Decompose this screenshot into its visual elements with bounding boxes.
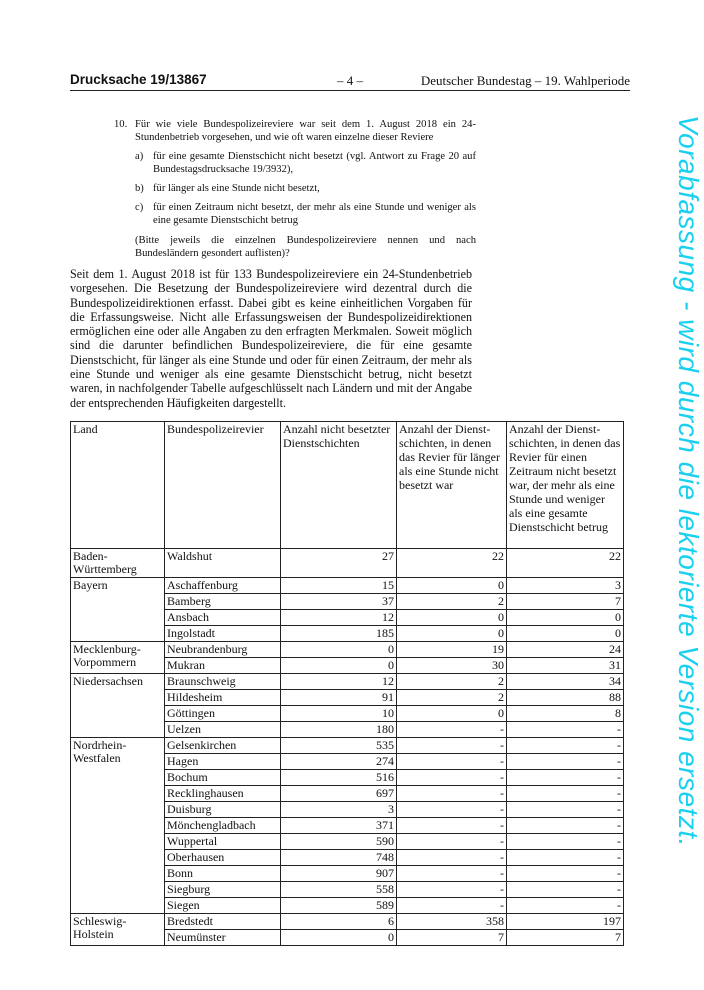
cell-shifts-unstaffed: 589 <box>281 898 397 914</box>
cell-revier: Gelsenkirchen <box>165 738 281 754</box>
cell-revier: Siegen <box>165 898 281 914</box>
cell-over-one-hour: 7 <box>397 930 507 946</box>
question-item-c <box>114 201 476 227</box>
cell-revier: Waldshut <box>165 549 281 578</box>
table-row <box>71 674 624 690</box>
cell-partial-shift: - <box>507 754 624 770</box>
cell-over-one-hour: - <box>397 722 507 738</box>
cell-revier: Hildesheim <box>165 690 281 706</box>
cell-over-one-hour: - <box>397 770 507 786</box>
cell-partial-shift: - <box>507 850 624 866</box>
cell-partial-shift: 7 <box>507 594 624 610</box>
table-row <box>71 578 624 594</box>
cell-shifts-unstaffed: 185 <box>281 626 397 642</box>
cell-over-one-hour: - <box>397 850 507 866</box>
cell-revier: Neumünster <box>165 930 281 946</box>
cell-shifts-unstaffed: 3 <box>281 802 397 818</box>
cell-shifts-unstaffed: 535 <box>281 738 397 754</box>
cell-partial-shift: - <box>507 818 624 834</box>
cell-shifts-unstaffed: 27 <box>281 549 397 578</box>
cell-shifts-unstaffed: 697 <box>281 786 397 802</box>
cell-revier: Mukran <box>165 658 281 674</box>
table-row <box>71 549 624 578</box>
question-text: Für wie viele Bundespolizeireviere war seit dem 1. August 2018 ein 24-Stundenbetrieb vorgesehen, und wie oft waren einzelne dieser Reviere <box>135 119 476 143</box>
cell-revier: Bochum <box>165 770 281 786</box>
cell-partial-shift: 0 <box>507 610 624 626</box>
cell-revier: Wuppertal <box>165 834 281 850</box>
cell-partial-shift: 24 <box>507 642 624 658</box>
cell-revier: Duisburg <box>165 802 281 818</box>
cell-partial-shift: - <box>507 898 624 914</box>
cell-partial-shift: 8 <box>507 706 624 722</box>
cell-land: Niedersachsen <box>71 674 165 738</box>
cell-revier: Aschaffenburg <box>165 578 281 594</box>
cell-shifts-unstaffed: 590 <box>281 834 397 850</box>
cell-revier: Mönchengladbach <box>165 818 281 834</box>
cell-over-one-hour: - <box>397 738 507 754</box>
table-header-row <box>71 422 624 549</box>
cell-over-one-hour: 0 <box>397 578 507 594</box>
cell-over-one-hour: 2 <box>397 594 507 610</box>
cell-over-one-hour: 0 <box>397 706 507 722</box>
question-item-b <box>114 182 476 195</box>
cell-land: Bayern <box>71 578 165 642</box>
cell-revier: Oberhausen <box>165 850 281 866</box>
cell-shifts-unstaffed: 0 <box>281 642 397 658</box>
cell-shifts-unstaffed: 6 <box>281 914 397 930</box>
col-header-over-one-hour: Anzahl der Dienstschichten, in denen das Revier für länger als eine Stunde nicht besetzt war <box>397 422 507 549</box>
question-item-text: für länger als eine Stunde nicht besetzt, <box>153 183 320 194</box>
cell-partial-shift: - <box>507 802 624 818</box>
parliament-label: Deutscher Bundestag – 19. Wahlperiode <box>420 73 630 88</box>
cell-over-one-hour: - <box>397 786 507 802</box>
cell-shifts-unstaffed: 91 <box>281 690 397 706</box>
cell-shifts-unstaffed: 0 <box>281 930 397 946</box>
question-item-label: c) <box>135 202 144 213</box>
cell-shifts-unstaffed: 180 <box>281 722 397 738</box>
cell-over-one-hour: 358 <box>397 914 507 930</box>
cell-shifts-unstaffed: 15 <box>281 578 397 594</box>
table-row <box>71 642 624 658</box>
question-number: 10. <box>114 119 128 130</box>
col-header-revier: Bundespolizeirevier <box>165 422 281 549</box>
cell-revier: Bredstedt <box>165 914 281 930</box>
cell-over-one-hour: - <box>397 802 507 818</box>
question-block <box>114 118 476 260</box>
cell-over-one-hour: - <box>397 882 507 898</box>
doc-number-a: 19/ <box>150 72 170 87</box>
cell-over-one-hour: - <box>397 834 507 850</box>
cell-partial-shift: 197 <box>507 914 624 930</box>
cell-partial-shift: - <box>507 770 624 786</box>
cell-land: Baden-Württemberg <box>71 549 165 578</box>
cell-over-one-hour: - <box>397 866 507 882</box>
col-header-partial-shift: Anzahl der Dienstschichten, in denen das Revier für einen Zeitraum nicht besetzt war, der mehr als eine Stunde und weniger als eine gesamte Dienstschicht betrug <box>507 422 624 549</box>
question-item-a <box>114 150 476 176</box>
page-header <box>70 72 630 91</box>
cell-partial-shift: 34 <box>507 674 624 690</box>
table-body <box>71 549 624 946</box>
revier-table <box>70 421 624 946</box>
cell-over-one-hour: 22 <box>397 549 507 578</box>
table-row <box>71 914 624 930</box>
table-row <box>71 738 624 754</box>
cell-partial-shift: 0 <box>507 626 624 642</box>
cell-partial-shift: 7 <box>507 930 624 946</box>
cell-shifts-unstaffed: 748 <box>281 850 397 866</box>
cell-revier: Neubrandenburg <box>165 642 281 658</box>
cell-shifts-unstaffed: 558 <box>281 882 397 898</box>
cell-partial-shift: - <box>507 866 624 882</box>
cell-over-one-hour: 19 <box>397 642 507 658</box>
cell-revier: Recklinghausen <box>165 786 281 802</box>
cell-revier: Ansbach <box>165 610 281 626</box>
cell-land: Mecklenburg-Vorpommern <box>71 642 165 674</box>
cell-partial-shift: - <box>507 722 624 738</box>
cell-shifts-unstaffed: 371 <box>281 818 397 834</box>
cell-shifts-unstaffed: 10 <box>281 706 397 722</box>
col-header-land: Land <box>71 422 165 549</box>
cell-revier: Hagen <box>165 754 281 770</box>
doc-prefix: Drucksache <box>70 72 151 87</box>
cell-partial-shift: - <box>507 882 624 898</box>
question-main <box>114 118 476 144</box>
cell-partial-shift: - <box>507 738 624 754</box>
question-item-text: für einen Zeitraum nicht besetzt, der mehr als eine Stunde und weniger als eine gesamte Dienstschicht betrug <box>153 202 476 226</box>
cell-over-one-hour: - <box>397 898 507 914</box>
question-item-label: a) <box>135 151 144 162</box>
cell-land: Nordrhein-Westfalen <box>71 738 165 914</box>
cell-over-one-hour: - <box>397 818 507 834</box>
draft-watermark: Vorabfassung - wird durch die lektorierte Version ersetzt. <box>673 115 704 847</box>
cell-shifts-unstaffed: 12 <box>281 610 397 626</box>
answer-text: Seit dem 1. August 2018 ist für 133 Bundespolizeireviere ein 24-Stundenbetrieb vorgesehen. Die Besetzung der Bundespolizeireviere wird dezentral durch die Bundespolizeidirektionen erfasst. Dabei gibt es keine einheitlichen Vorgaben für die Erfassungsweise. Nicht alle Erfassungsweisen der Bundespolizeidirektionen ermöglichen eine oder alle Angaben zu den erfragten Merkmalen. Soweit möglich sind die darunter befindlichen Bundespolizeireviere, die für eine gesamte Dienstschicht, für länger als eine Stunde und oder für einen Zeitraum, der mehr als eine Stunde und weniger als eine gesamte Dienstschicht betrug, nicht besetzt waren, in nachfolgender Tabelle aufgeschlüsselt nach Ländern und mit der Angabe der entsprechenden Häufigkeiten dargestellt. <box>70 267 472 410</box>
cell-partial-shift: - <box>507 834 624 850</box>
cell-partial-shift: 31 <box>507 658 624 674</box>
cell-revier: Uelzen <box>165 722 281 738</box>
cell-shifts-unstaffed: 12 <box>281 674 397 690</box>
question-note: (Bitte jeweils die einzelnen Bundespolizeireviere nennen und nach Bundesländern gesondert auflisten)? <box>135 235 476 259</box>
cell-partial-shift: 88 <box>507 690 624 706</box>
cell-over-one-hour: 0 <box>397 626 507 642</box>
cell-over-one-hour: 0 <box>397 610 507 626</box>
cell-shifts-unstaffed: 0 <box>281 658 397 674</box>
col-header-shifts-unstaffed: Anzahl nicht besetzter Dienstschichten <box>281 422 397 549</box>
cell-over-one-hour: 30 <box>397 658 507 674</box>
cell-revier: Ingolstadt <box>165 626 281 642</box>
cell-shifts-unstaffed: 274 <box>281 754 397 770</box>
cell-revier: Braunschweig <box>165 674 281 690</box>
cell-partial-shift: 3 <box>507 578 624 594</box>
question-item-label: b) <box>135 183 144 194</box>
cell-revier: Göttingen <box>165 706 281 722</box>
cell-shifts-unstaffed: 37 <box>281 594 397 610</box>
cell-shifts-unstaffed: 907 <box>281 866 397 882</box>
question-item-text: für eine gesamte Dienstschicht nicht besetzt (vgl. Antwort zu Frage 20 auf Bundestagsdrucksache 19/3932), <box>153 151 476 175</box>
cell-partial-shift: 22 <box>507 549 624 578</box>
cell-partial-shift: - <box>507 786 624 802</box>
cell-over-one-hour: - <box>397 754 507 770</box>
cell-over-one-hour: 2 <box>397 674 507 690</box>
cell-over-one-hour: 2 <box>397 690 507 706</box>
page-number: – 4 – <box>337 73 363 88</box>
cell-shifts-unstaffed: 516 <box>281 770 397 786</box>
cell-land: Schleswig-Holstein <box>71 914 165 946</box>
cell-revier: Bamberg <box>165 594 281 610</box>
doc-number-b: 13867 <box>169 72 207 87</box>
cell-revier: Bonn <box>165 866 281 882</box>
cell-revier: Siegburg <box>165 882 281 898</box>
